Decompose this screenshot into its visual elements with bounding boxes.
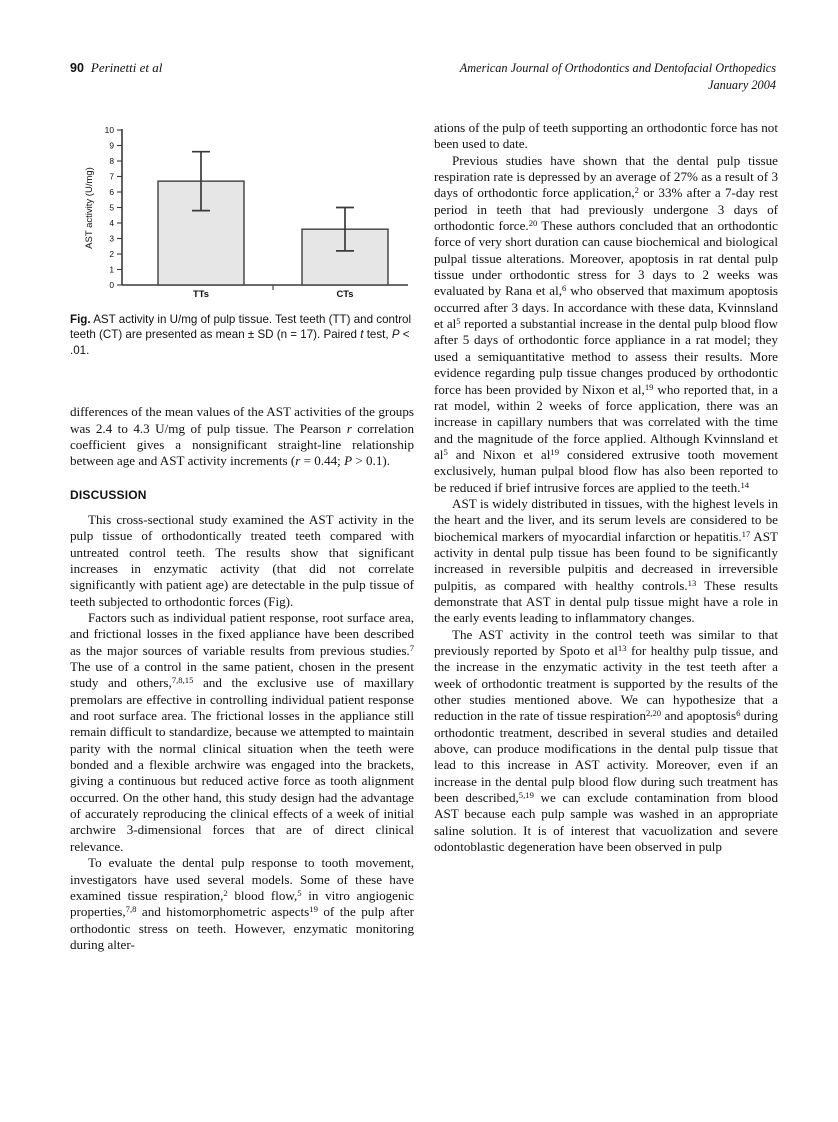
citation-ref: 5,19 bbox=[518, 789, 534, 800]
r2-text-a: Previous studies have shown that the dental pulp tissue respiration rate is depressed by an average of 27% as a result of 3 days of orthodontic force application, bbox=[434, 152, 778, 201]
paragraph-right-4 bbox=[434, 627, 778, 856]
figure-label: Fig. bbox=[70, 313, 91, 326]
r4-text-a: The AST activity in the control teeth was similar to that previously reported by Spoto et al bbox=[434, 626, 778, 658]
figure-block bbox=[70, 120, 414, 358]
disc3-text-b: blood flow, bbox=[227, 887, 298, 903]
results-text-b: correlation coefficient gives a nonsignificant straight-line relationship between age and AST activity increments ( bbox=[70, 420, 415, 469]
citation-ref: 7 bbox=[409, 642, 414, 653]
paragraph-right-3 bbox=[434, 496, 778, 627]
citation-ref: 19 bbox=[644, 381, 654, 392]
r2-text-g: and Nixon et al bbox=[447, 446, 551, 462]
disc3-text-e: of the pulp after orthodontic stress on teeth. However, enzymatic monitoring during alter- bbox=[70, 904, 414, 952]
disc2-text-b: The use of a control in the same patient, chosen in the present study and others, bbox=[70, 659, 414, 691]
running-head bbox=[70, 60, 776, 100]
ytick-3: 3 bbox=[109, 233, 114, 244]
r2-text-e: reported a substantial increase in the dental pulp blood flow after 5 days of orthodontic force appliance in a rat model; they used a semiquantitative method to assess their results. More evidence regarding pulp tissue changes produced by orthodontic force has been provided by Nixon et al, bbox=[434, 316, 778, 397]
citation-ref: 7,8 bbox=[125, 904, 137, 915]
r2-text-h: considered extrusive tooth movement exclusively, human pulpal blood flow has also been reported to be reduced if brief intrusive forces are applied to the teeth. bbox=[434, 446, 778, 495]
citation-ref: 7,8,15 bbox=[171, 675, 194, 686]
running-head-authors: Perinetti et al bbox=[90, 60, 163, 75]
figure-caption bbox=[70, 312, 414, 358]
figure-caption-p: P bbox=[391, 328, 400, 342]
ytick-0: 0 bbox=[109, 280, 114, 290]
citation-ref: 20 bbox=[528, 217, 538, 228]
ytick-8: 8 bbox=[109, 156, 114, 166]
y-axis-tick-labels bbox=[105, 125, 115, 290]
ytick-10: 10 bbox=[104, 125, 114, 135]
disc3-text-d: and histomorphometric aspects bbox=[136, 904, 310, 920]
citation-ref: 6 bbox=[736, 708, 741, 719]
results-p-italic: P bbox=[344, 453, 353, 469]
r3-text-a: AST is widely distributed in tissues, with the highest levels in the heart and the liver, and its serum levels are considered to be biochemical markers of myocardial infarction or hepatitis. bbox=[434, 495, 778, 544]
ytick-4: 4 bbox=[109, 218, 114, 228]
citation-ref: 13 bbox=[687, 577, 697, 588]
disc2-text-a: Factors such as individual patient response, root surface area, and frictional losses in the fixed appliance have been described as the major sources of variable results from previous studies. bbox=[70, 610, 414, 658]
r2-text-d: who observed that maximum apoptosis occurred after 3 days. In accordance with these data, Kvinnsland et al bbox=[434, 283, 778, 332]
journal-title: American Journal of Orthodontics and Dentofacial Orthopedics bbox=[459, 61, 776, 75]
ast-activity-bar-chart bbox=[70, 120, 414, 298]
citation-ref: 6 bbox=[562, 283, 567, 294]
citation-ref: 5 bbox=[443, 446, 448, 457]
ytick-2: 2 bbox=[109, 249, 114, 259]
disc2-text-c: and the exclusive use of maxillary premolars are effective in controlling individual patient response and root surface area. The frictional losses in the appliance still remain difficult to standardize, because we attempted to maintain parity with the normal clinical situation when the teeth were bonded and a flexible archwire was engaged into the brackets, giving a continuous but reduced active force as tooth alignment occurred. On the other hand, this study design had the advantage of accurately reproducing the clinical effects of a week of initial archwire 3-dimensional forces that are of direct clinical relevance. bbox=[70, 675, 414, 854]
xtick-label-tts: TTs bbox=[193, 288, 209, 298]
results-r-italic-2: r bbox=[295, 453, 301, 469]
running-head-right bbox=[460, 60, 776, 94]
disc3-text-c: in vitro angiogenic properties, bbox=[70, 887, 414, 920]
results-r-italic-1: r bbox=[346, 420, 352, 436]
xtick-label-cts: CTs bbox=[336, 288, 354, 298]
ytick-5: 5 bbox=[109, 202, 114, 213]
r2-text-f: who reported that, in a rat model, within 2 weeks of force application, there was an increase in capillary numbers that was correlated with the time and the magnitude of the force applied. Although Kvinnsland et al bbox=[434, 381, 778, 462]
r4-text-e: we can exclude contamination from blood AST because each pulp sample was washed in an appropriate saline solution. It is of interest that vacuolization and severe odontoblastic degeneration have been observed in pulp bbox=[434, 790, 778, 855]
paragraph-right-2 bbox=[434, 153, 778, 496]
ytick-9: 9 bbox=[109, 140, 114, 151]
results-text-c: = 0.44; bbox=[300, 453, 345, 469]
results-text-a: differences of the mean values of the AST activities of the groups was 2.4 to 4.3 U/mg of pulp tissue. The Pearson bbox=[70, 404, 414, 436]
paragraph-discussion-1: This cross-sectional study examined the AST activity in the pulp tissue of orthodontically treated teeth compared with untreated control teeth. The results show that significant increases in enzymatic activity (that did not correlate significantly with patient age) are detectable in the pulp tissue of teeth subjected to orthodontic forces (Fig). bbox=[70, 511, 414, 609]
chart-svg bbox=[70, 120, 414, 298]
figure-caption-text-2: test, bbox=[363, 328, 392, 342]
citation-ref: 2 bbox=[634, 185, 639, 196]
figure-spacer bbox=[70, 358, 414, 404]
r2-text-b: or 33% after a 7-day rest period in teeth that had previously undergone 3 days of orthodontic force. bbox=[434, 185, 778, 234]
figure-caption-text-3: < .01. bbox=[70, 328, 410, 357]
citation-ref: 19 bbox=[309, 904, 318, 915]
citation-ref: 2 bbox=[223, 887, 228, 898]
citation-ref: 19 bbox=[550, 446, 560, 457]
citation-ref: 14 bbox=[740, 479, 750, 490]
paragraph-results-continued bbox=[70, 404, 414, 469]
paragraph-right-1: ations of the pulp of teeth supporting an orthodontic force has not been used to date. bbox=[434, 120, 778, 152]
right-column bbox=[434, 120, 778, 855]
paragraph-discussion-2 bbox=[70, 610, 414, 855]
ytick-7: 7 bbox=[109, 171, 114, 182]
page-number: 90 bbox=[70, 61, 84, 75]
r4-text-b: for healthy pulp tissue, and the increase in the enzymatic activity in the test teeth after a week of orthodontic treatment is supported by the results of the other studies mentioned above. We can hypothesize that a reduction in the rate of tissue respiration bbox=[434, 643, 778, 724]
disc3-text-a: To evaluate the dental pulp response to tooth movement, investigators have used several models. Some of these have examined tissue respiration, bbox=[70, 855, 414, 903]
citation-ref: 13 bbox=[617, 642, 627, 653]
figure-caption-t: t bbox=[360, 328, 364, 342]
section-heading-discussion: DISCUSSION bbox=[70, 487, 147, 502]
r2-text-c: These authors concluded that an orthodontic force of very short duration can cause biochemical and biological pulpal tissue alterations. Moreover, apoptosis in rat dental pulp tissue under orthodontic stress for 3 days to 2 weeks was evaluated by Rana et al, bbox=[434, 218, 778, 299]
r4-text-c: and apoptosis bbox=[661, 708, 737, 724]
citation-ref: 2,20 bbox=[646, 708, 662, 719]
citation-ref: 5 bbox=[297, 887, 302, 898]
y-axis-label: AST activity (U/mg) bbox=[84, 167, 95, 249]
r3-text-b: AST activity in dental pulp tissue has been found to be significantly increased in reversible pulpitis and decreased in irreversible pulpitis, as compared with healthy controls. bbox=[434, 528, 779, 593]
ytick-1: 1 bbox=[109, 264, 114, 275]
r3-text-c: These results demonstrate that AST in dental pulp tissue might have a role in the early events leading to inflammatory changes. bbox=[434, 577, 779, 626]
running-head-left bbox=[70, 60, 162, 76]
r4-text-d: during orthodontic treatment, described in several studies and detailed above, can produce modifications in the dental pulp tissue that lead to this increase in AST activity. Moreover, even if an increase in the dental pulp blood flow during such treatment has been described, bbox=[434, 708, 778, 806]
issue-date: January 2004 bbox=[708, 78, 776, 92]
results-text-d: > 0.1). bbox=[352, 453, 391, 469]
left-column bbox=[70, 120, 414, 953]
paragraph-discussion-3 bbox=[70, 855, 414, 953]
figure-caption-text-1: AST activity in U/mg of pulp tissue. Test teeth (TT) and control teeth (CT) are presented as mean ± SD (n = 17). Paired bbox=[70, 313, 412, 342]
citation-ref: 5 bbox=[456, 315, 461, 326]
ytick-6: 6 bbox=[109, 187, 114, 197]
citation-ref: 17 bbox=[741, 528, 751, 539]
